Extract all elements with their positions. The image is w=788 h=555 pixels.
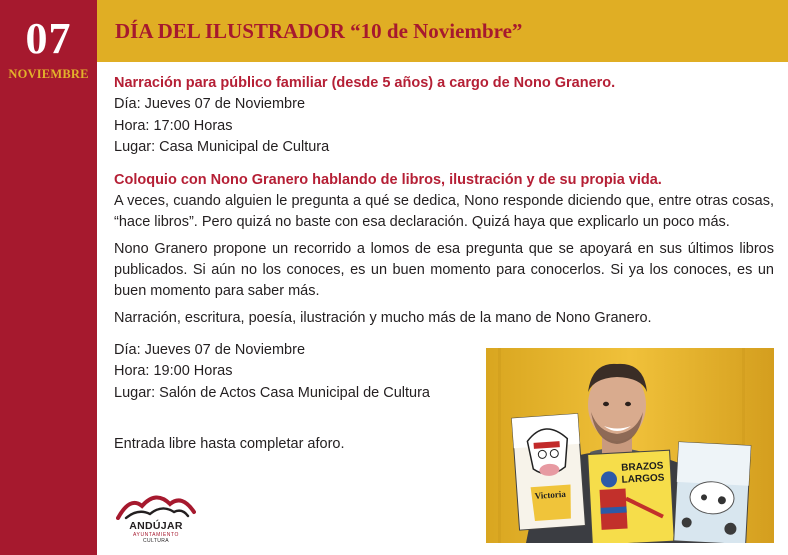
logo-sub: AYUNTAMIENTO xyxy=(132,532,180,538)
andujar-logo xyxy=(116,488,196,548)
date-month: NOVIEMBRE xyxy=(8,67,89,81)
andujar-logo-mark xyxy=(116,488,196,520)
event2-paragraph: Nono Granero propone un recorrido a lomos de esa pregunta que se apoyará en sus últimos libros publicados. Si aún no los conoces, es un buen momento para conocerlos. Si ya los conoces, es un buen momento para saber más. xyxy=(114,240,774,299)
date-sidebar xyxy=(0,0,97,555)
page-title: DÍA DEL ILUSTRADOR “10 de Noviembre” xyxy=(115,19,523,43)
book-victoria-title: Victoria xyxy=(534,488,567,501)
event1-time: Hora: 17:00 Horas xyxy=(114,117,233,134)
book-brazos-line1: BRAZOS xyxy=(621,460,664,474)
event2-paragraph: Narración, escritura, poesía, ilustración y mucho más de la mano de Nono Granero. xyxy=(114,309,652,326)
event2-place: Lugar: Salón de Actos Casa Municipal de Cultura xyxy=(114,384,430,401)
event2-day: Día: Jueves 07 de Noviembre xyxy=(114,341,306,358)
event1-place: Lugar: Casa Municipal de Cultura xyxy=(114,139,330,155)
event2-heading: Coloquio con Nono Granero hablando de libros, ilustración y de su propia vida. xyxy=(114,171,662,188)
author-photo xyxy=(486,348,774,543)
book-brazos-line2: LARGOS xyxy=(621,472,665,486)
logo-sub2: CULTURA xyxy=(142,538,170,544)
entry-note: Entrada libre hasta completar aforo. xyxy=(114,436,345,452)
event1-heading: Narración para público familiar (desde 5 años) a cargo de Nono Granero. xyxy=(114,75,616,91)
event2-time: Hora: 19:00 Horas xyxy=(114,363,233,379)
author-photo-illustration xyxy=(486,348,774,543)
event2-paragraph: A veces, cuando alguien le pregunta a qué se dedica, Nono responde diciendo que, entre otras cosas, “hace libros”. Pero quizá no baste con esa declaración. Quizá haya que explicarlo un poco más. xyxy=(114,192,774,230)
event1-day: Día: Jueves 07 de Noviembre xyxy=(114,96,306,112)
logo-name: ANDÚJAR xyxy=(129,520,183,532)
date-day: 07 xyxy=(25,14,72,63)
